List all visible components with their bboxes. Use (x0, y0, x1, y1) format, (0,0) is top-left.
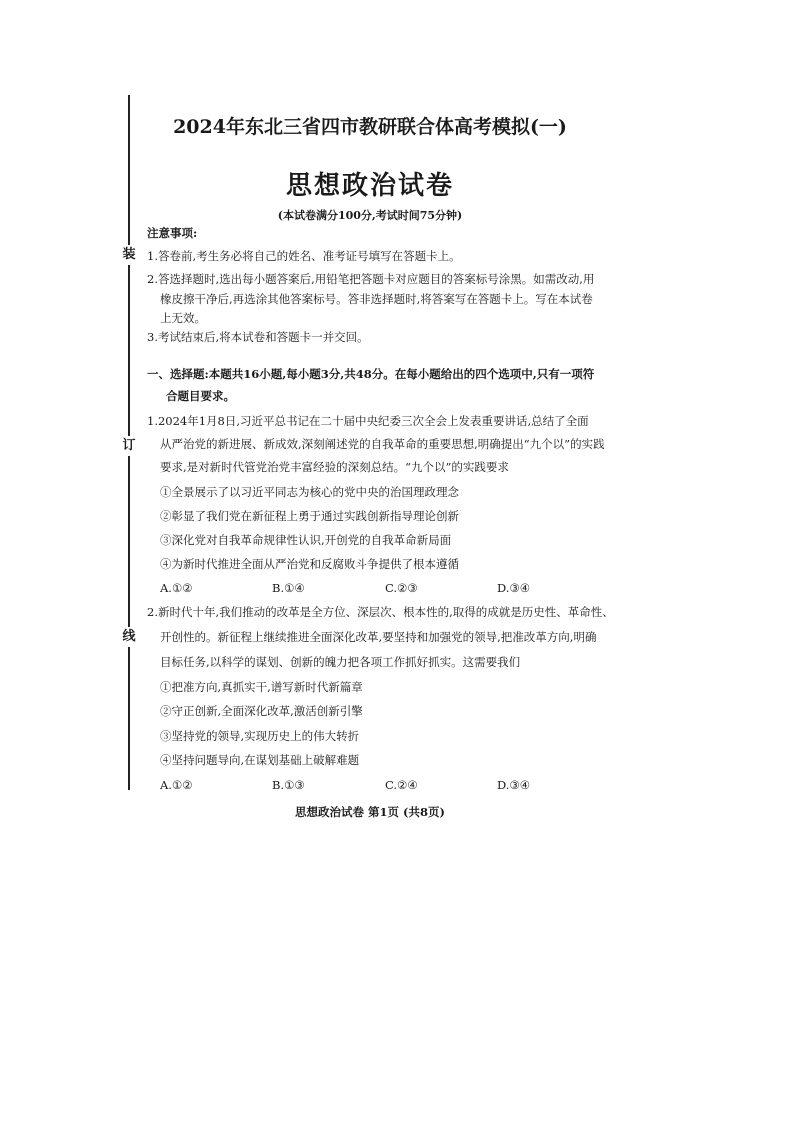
option-c: C.②③ (385, 581, 418, 595)
question-1-item: ②彰显了我们党在新征程上勇于通过实践创新指导理论创新 (160, 509, 459, 523)
exam-title: 2024年东北三省四市教研联合体高考模拟(一) (173, 116, 567, 138)
question-1-stem: 要求,是对新时代管党治党丰富经验的深刻总结。“九个以”的实践要求 (160, 460, 509, 474)
question-2-item: ①把准方向,真抓实干,谱写新时代新篇章 (160, 680, 363, 694)
option-c: C.②④ (385, 778, 418, 792)
question-2-item: ②守正创新,全面深化改革,激活创新引擎 (160, 704, 363, 718)
question-2-stem: 开创性的。新征程上继续推进全面深化改革,要坚持和加强党的领导,把准改革方向,明确 (160, 630, 597, 644)
notice-item: 3.考试结束后,将本试卷和答题卡一并交回。 (147, 330, 369, 344)
question-1-item: ③深化党对自我革命规律性认识,开创党的自我革命新局面 (160, 533, 452, 547)
section-heading: 一、选择题:本题共16小题,每小题3分,共48分。在每小题给出的四个选项中,只有一项符 (147, 367, 595, 381)
option-b: B.①③ (272, 778, 305, 792)
notice-heading: 注意事项: (147, 226, 198, 240)
option-a: A.①② (160, 581, 193, 595)
question-1-item: ①全景展示了以习近平同志为核心的党中央的治国理政理念 (160, 485, 459, 499)
page-footer: 思想政治试卷 第1页 (共8页) (295, 805, 445, 819)
subject-title: 思想政治试卷 (285, 171, 454, 201)
section-heading-cont: 合题目要求。 (166, 389, 235, 403)
option-a: A.①② (160, 778, 193, 792)
binding-label-zhuang: 装 (119, 245, 139, 265)
question-2-stem: 2.新时代十年,我们推动的改革是全方位、深层次、根本性的,取得的成就是历史性、革命性、 (147, 605, 614, 619)
notice-item: 1.答卷前,考生务必将自己的姓名、准考证号填写在答题卡上。 (147, 249, 461, 263)
exam-info: (本试卷满分100分,考试时间75分钟) (277, 209, 463, 222)
question-2-options (160, 777, 560, 793)
question-1-stem: 从严治党的新进展、新成效,深刻阐述党的自我革命的重要思想,明确提出“九个以”的实践 (160, 437, 605, 451)
option-d: D.③④ (497, 778, 531, 792)
question-1-stem: 1.2024年1月8日,习近平总书记在二十届中央纪委三次全会上发表重要讲话,总结了全面 (147, 414, 589, 428)
option-b: B.①④ (272, 581, 305, 595)
question-1-item: ④为新时代推进全面从严治党和反腐败斗争提供了根本遵循 (160, 557, 459, 571)
notice-item: 上无效。 (160, 311, 206, 325)
question-2-item: ③坚持党的领导,实现历史上的伟大转折 (160, 729, 360, 743)
question-2-stem: 目标任务,以科学的谋划、创新的魄力把各项工作抓好抓实。这需要我们 (160, 655, 521, 669)
option-d: D.③④ (497, 581, 531, 595)
binding-label-xian: 线 (119, 627, 139, 647)
question-2-item: ④坚持问题导向,在谋划基础上破解难题 (160, 753, 360, 767)
question-1-options (160, 580, 560, 596)
notice-item: 橡皮擦干净后,再选涂其他答案标号。答非选择题时,将答案写在答题卡上。写在本试卷 (160, 292, 593, 306)
binding-label-ding: 订 (119, 436, 139, 456)
notice-item: 2.答选择题时,选出每小题答案后,用铅笔把答题卡对应题目的答案标号涂黑。如需改动,用 (147, 272, 595, 286)
